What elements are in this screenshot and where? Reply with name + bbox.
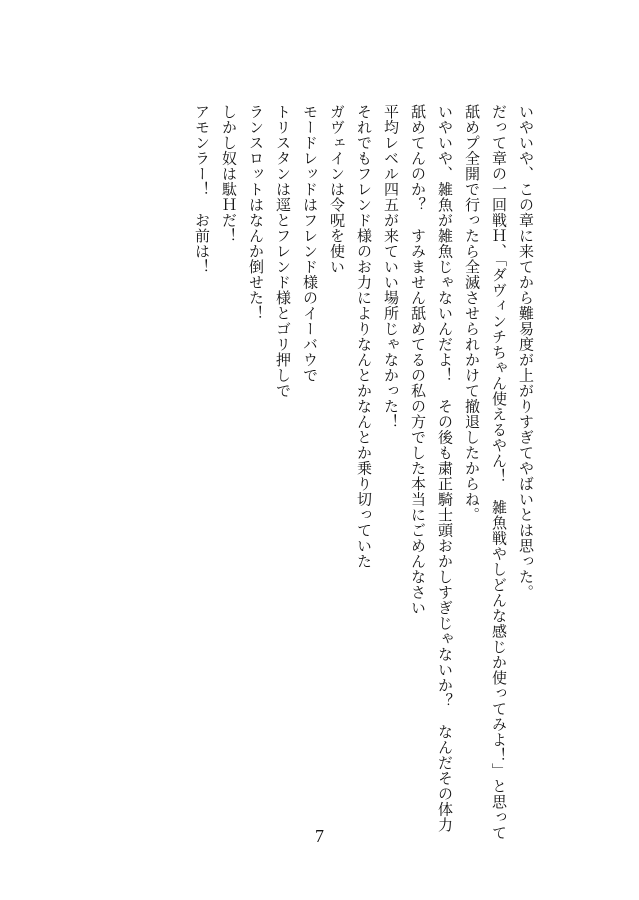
text-line-4: 平均レベル四五が来ていい場所じゃなかった！	[382, 104, 400, 430]
text-line-11: アモンラー！ お前は！	[193, 104, 211, 275]
text-line-7: モードレッドはフレンド様のイーバウで	[301, 104, 319, 383]
text-line-9: ランスロットはなんか倒せた！	[247, 104, 265, 321]
text-line-3: いやいや、雑魚が雑魚じゃないんだよ！ その後も粛正騎士頭おかしすぎじゃないか？ なんだその体力舐めてんのか？ すみません舐めてるの私の方でした本当にごめんなさい	[409, 104, 454, 833]
page-number: 7	[315, 826, 324, 846]
text-line-1: いやいや、この章に来てから難易度が上がりすぎてやばいとは思った。	[517, 104, 535, 600]
text-line-10: しかし奴は駄Ｈだ！	[220, 104, 238, 244]
text-line-2: だって章の一回戦Ｈ、「ダヴィンチちゃん使えるやん！ 雑魚戦やしどんな感じか使ってみよ！」と思って舐めプ全開で行ったら全滅させられかけて撤退したからね。	[463, 104, 508, 841]
text-line-6: ガヴェインは令呪を使い	[328, 104, 346, 275]
body-text	[188, 104, 539, 844]
text-line-5: それでもフレンド様のお力によりなんとかなんとか乗り切っていた	[355, 104, 373, 569]
text-line-8: トリスタンは逕とフレンド様とゴリ押しで	[274, 104, 292, 399]
